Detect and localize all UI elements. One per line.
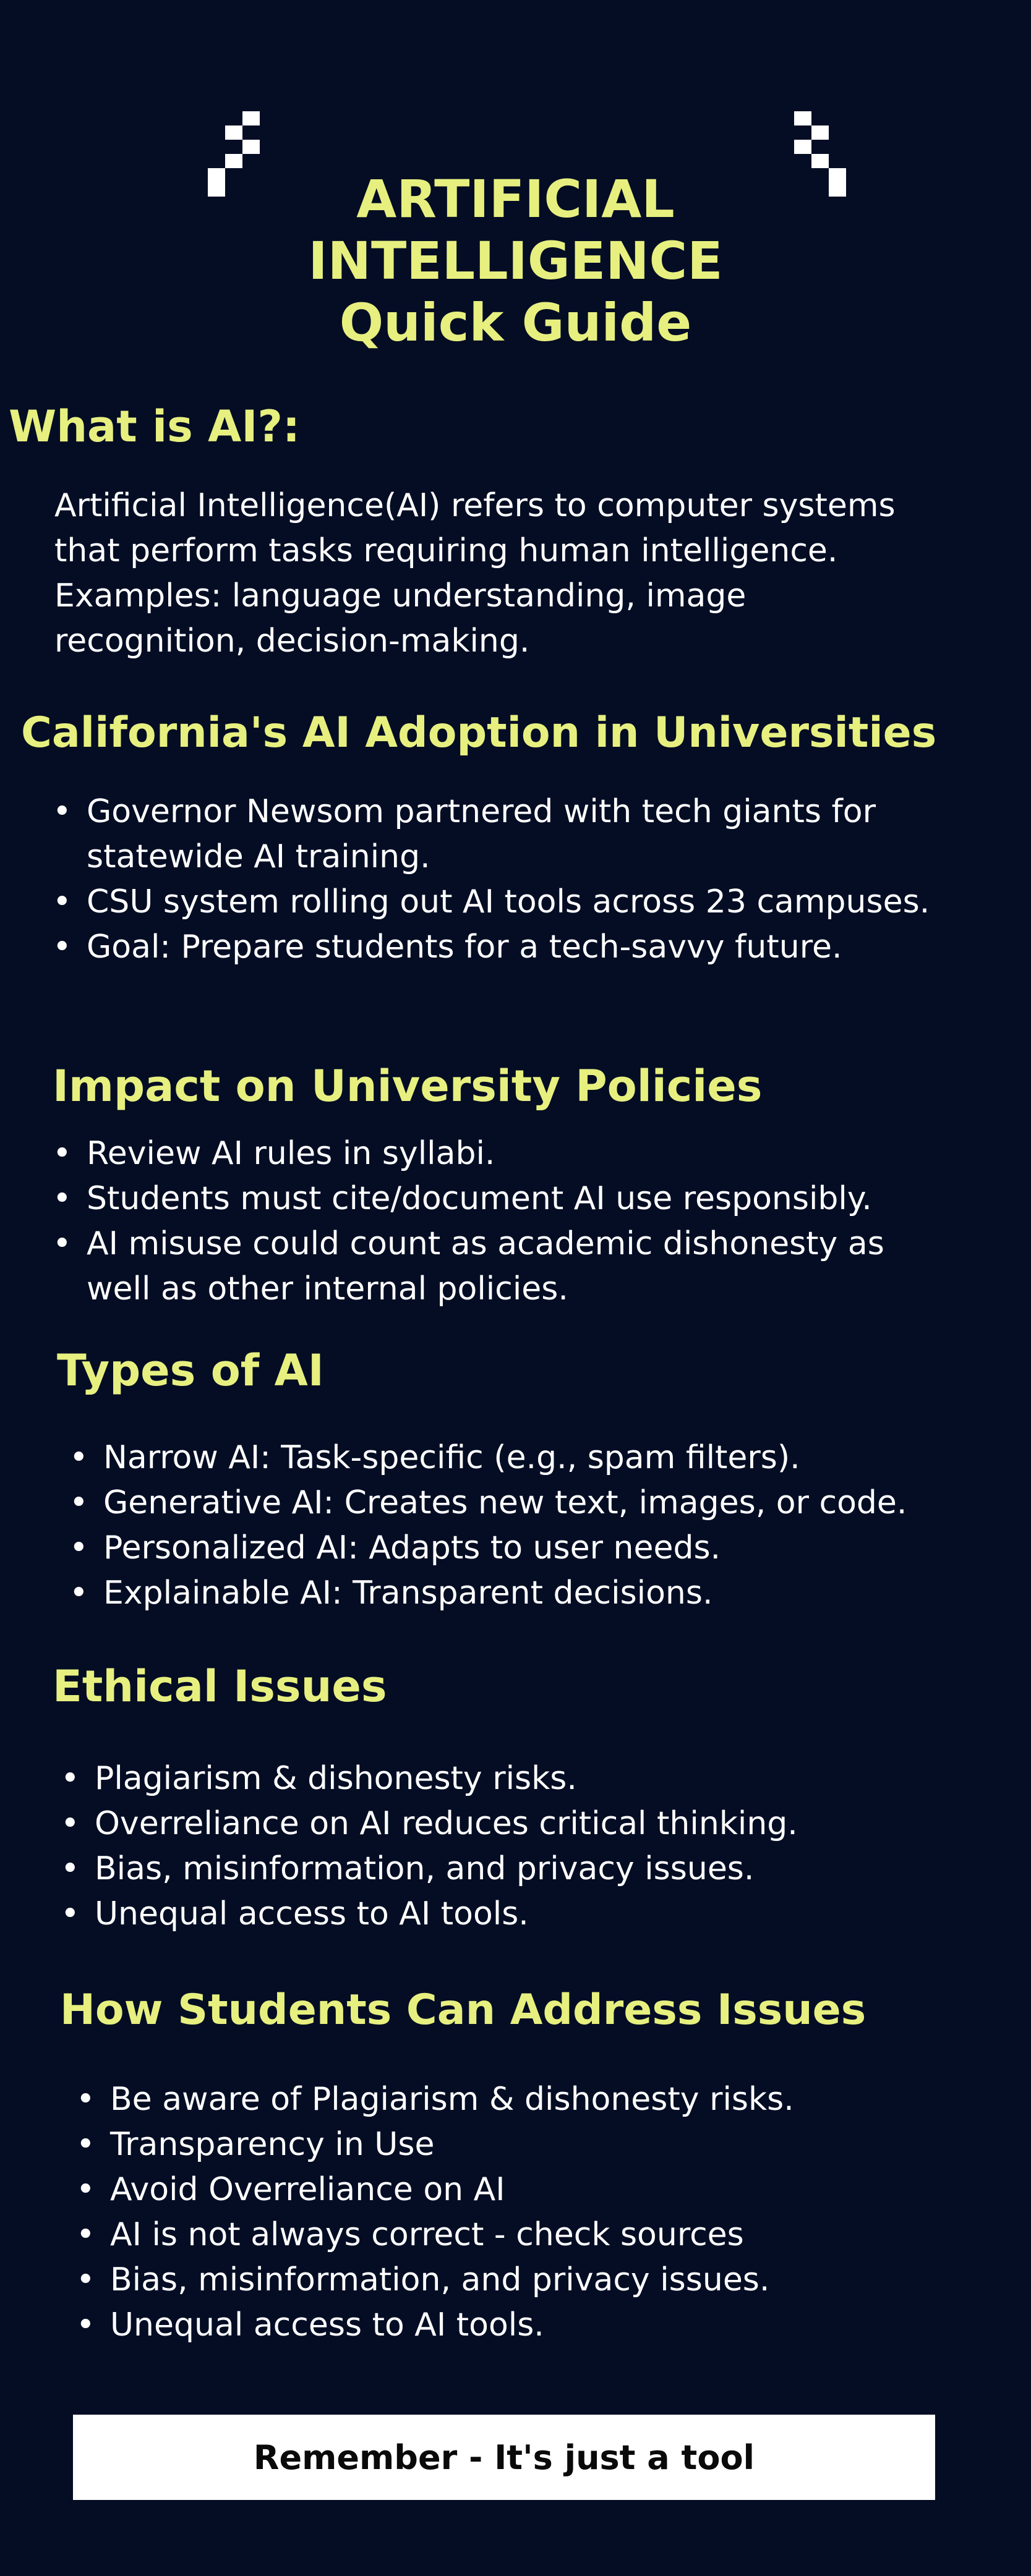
list-item: • AI misuse could count as academic dishonesty as well as other internal policies. — [53, 1222, 943, 1312]
list-item: • Avoid Overreliance on AI — [76, 2167, 954, 2213]
list-item: • Personalized AI: Adapts to user needs. — [69, 1526, 966, 1571]
list-item: • Governor Newsom partnered with tech giants for statewide AI training. — [53, 789, 943, 880]
list-item: • AI is not always correct - check sources — [76, 2213, 954, 2258]
section-heading-california: California's AI Adoption in Universities — [21, 708, 937, 757]
list-item: • Be aware of Plagiarism & dishonesty risks. — [76, 2077, 954, 2122]
list-item: • Bias, misinformation, and privacy issues. — [76, 2258, 954, 2303]
california-list — [53, 789, 943, 970]
list-item: • Bias, misinformation, and privacy issues. — [61, 1847, 951, 1892]
remember-banner — [73, 2415, 935, 2500]
list-item: • Goal: Prepare students for a tech-savvy future. — [53, 925, 943, 970]
list-item: • Explainable AI: Transparent decisions. — [69, 1571, 966, 1616]
ethical-list — [61, 1756, 951, 1937]
section-heading-address: How Students Can Address Issues — [60, 1986, 866, 2034]
section-heading-ethical: Ethical Issues — [53, 1661, 387, 1712]
section-heading-what-is-ai: What is AI?: — [9, 401, 300, 452]
list-item: • Unequal access to AI tools. — [61, 1892, 951, 1937]
title-line-2: INTELLIGENCE — [308, 231, 723, 291]
list-item: • Students must cite/document AI use responsibly. — [53, 1176, 943, 1222]
list-item: • CSU system rolling out AI tools across 23 campuses. — [53, 880, 943, 925]
list-item: • Review AI rules in syllabi. — [53, 1131, 943, 1176]
types-list — [69, 1435, 966, 1616]
section-heading-impact: Impact on University Policies — [53, 1061, 763, 1112]
title-line-1: ARTIFICIAL — [356, 169, 675, 229]
list-item: • Unequal access to AI tools. — [76, 2303, 954, 2348]
address-list — [76, 2077, 954, 2348]
section-heading-types: Types of AI — [57, 1345, 324, 1396]
list-item: • Transparency in Use — [76, 2122, 954, 2167]
impact-list — [53, 1131, 943, 1312]
title-line-3: Quick Guide — [339, 292, 692, 353]
what-is-ai-paragraph: Artificial Intelligence(AI) refers to computer systems that perform tasks requiring human intelligence. Examples: language understanding, image recognition, decision-making. — [54, 487, 896, 660]
remember-banner-label: Remember - It's just a tool — [253, 2438, 755, 2477]
list-item: • Narrow AI: Task-specific (e.g., spam filters). — [69, 1435, 966, 1481]
list-item: • Generative AI: Creates new text, images, or code. — [69, 1481, 966, 1526]
list-item: • Plagiarism & dishonesty risks. — [61, 1756, 951, 1801]
page-title — [0, 168, 1031, 354]
list-item: • Overreliance on AI reduces critical thinking. — [61, 1801, 951, 1847]
